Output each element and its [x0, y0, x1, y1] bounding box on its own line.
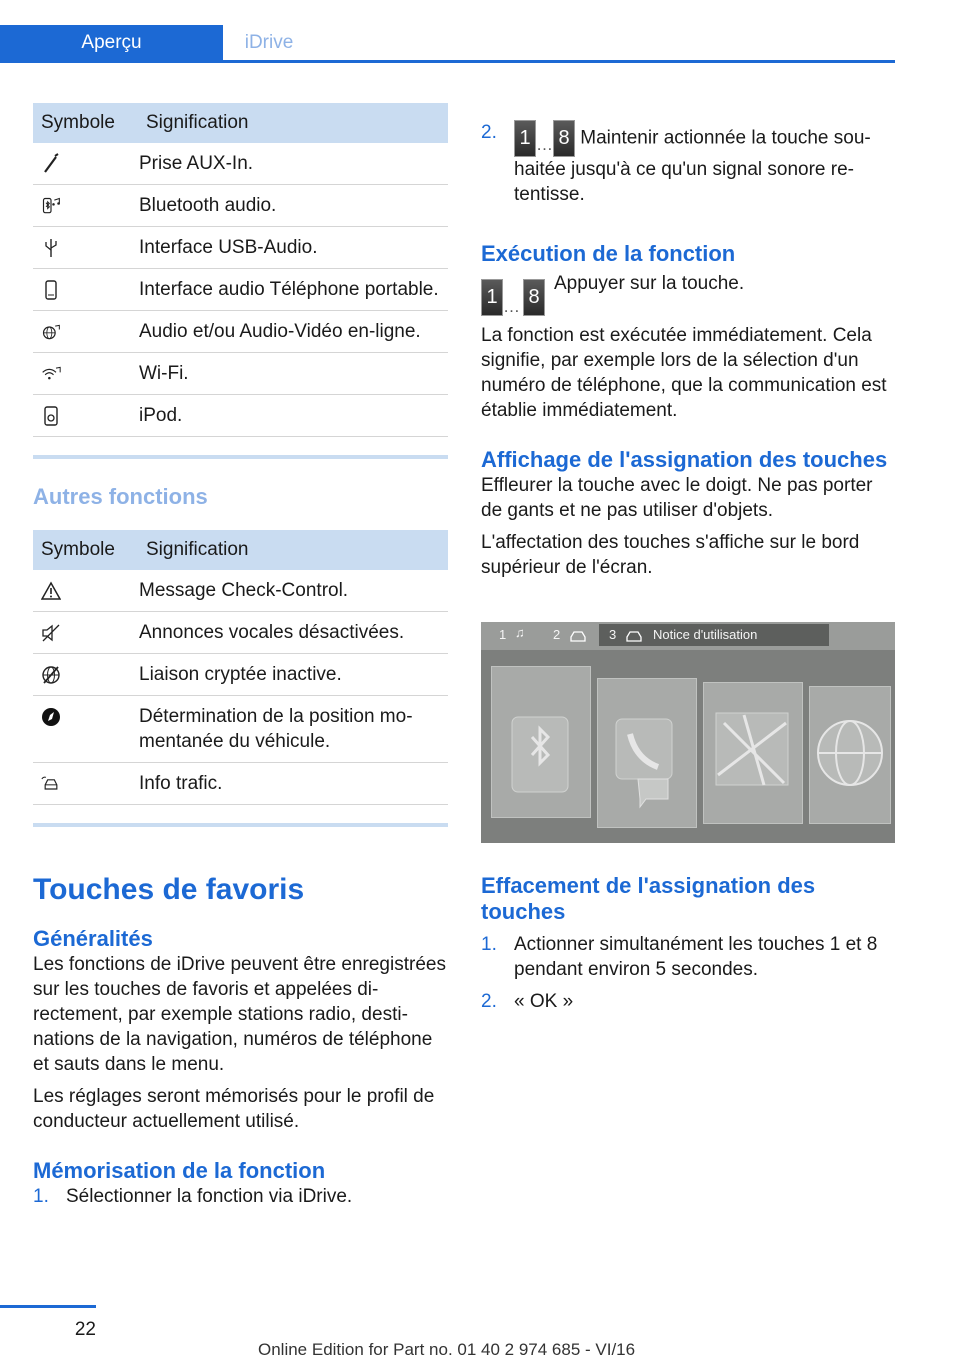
table-header [33, 103, 448, 143]
row-text: Bluetooth audio. [139, 185, 448, 227]
memorisation-steps [33, 1184, 448, 1209]
bluetooth-icon [492, 667, 588, 815]
position-compass-icon [41, 706, 61, 728]
right-column [481, 103, 895, 580]
effacement-steps [481, 932, 895, 1014]
list-item [33, 1184, 448, 1209]
column-header-meaning: Signification [139, 103, 448, 143]
list-item [481, 932, 895, 982]
music-note-icon: ♫ [515, 625, 525, 640]
traffic-info-icon [41, 773, 61, 795]
tile-bluetooth [491, 666, 591, 818]
favorite-key-1-icon: 1 [514, 120, 536, 157]
execution-line: Appuyer sur la touche. [554, 273, 745, 294]
ellipsis: … [536, 135, 553, 154]
step-text: Maintenir actionnée la touche souhaitée jusqu'à ce qu'un signal sonore retentisse. [514, 127, 871, 205]
warning-triangle-icon [41, 580, 61, 602]
car-icon [569, 629, 587, 643]
symbol-table-1 [33, 103, 448, 437]
row-text: iPod. [139, 395, 448, 437]
row-text: Message Check-Control. [139, 570, 448, 612]
table-row [33, 570, 448, 612]
encryption-inactive-icon [41, 664, 61, 686]
usb-icon [41, 237, 61, 259]
table-header [33, 530, 448, 570]
affichage-paragraph-1: Effleurer la touche avec le doigt. Ne pas porter de gants et ne pas utiliser d'objets. [481, 475, 873, 521]
row-text: Détermination de la position momentanée du véhicule. [139, 696, 448, 763]
section-title-memorisation: Mémorisation de la fonction [33, 1158, 326, 1183]
column-header-symbol: Symbole [33, 530, 139, 570]
step-number: 1. [33, 1186, 49, 1207]
list-item [481, 120, 895, 207]
table-row [33, 311, 448, 353]
step-text: Actionner simultanément les touches 1 et 8 pendant environ 5 secondes. [514, 934, 878, 980]
ellipsis: … [503, 297, 520, 316]
section-title-effacement: Effacement de l'assignation des touches [481, 873, 816, 924]
screen-key-2: 2 [553, 627, 561, 642]
execution-paragraph: La fonction est exécutée immédiatement. Cela signifie, par exemple lors de la sélection d'un numéro de téléphone, que la communication est établie immédiatement. [481, 325, 887, 421]
section-title-autres: Autres fonctions [33, 484, 208, 509]
table-row [33, 269, 448, 311]
generalites-paragraph-1: Les fonctions de iDrive peuvent être enregistrées sur les touches de favoris et appelées directement, par exemple stations radio, destinations de la navigation, numéros de téléphone et sauts dans le menu. [33, 954, 446, 1075]
favorite-key-8-icon: 8 [523, 279, 545, 316]
telephone-icon [598, 679, 694, 825]
tile-navigation [703, 682, 803, 824]
tile-online [809, 686, 891, 824]
step-number: 2. [481, 991, 497, 1012]
left-column [33, 103, 448, 1209]
section-title-generalites: Généralités [33, 926, 153, 951]
screen-key-1: 1 [499, 627, 507, 642]
globe-icon [810, 687, 888, 821]
table-row [33, 763, 448, 805]
table-row [33, 696, 448, 763]
map-icon [704, 683, 800, 821]
row-text: Prise AUX-In. [139, 143, 448, 185]
table-row [33, 654, 448, 696]
memorisation-steps-continued [481, 120, 895, 207]
bluetooth-audio-icon [41, 195, 61, 217]
phone-audio-icon [41, 279, 61, 301]
row-text: Info trafic. [139, 763, 448, 805]
table-end-bar [33, 455, 448, 459]
tile-telephone [597, 678, 697, 828]
row-text: Liaison cryptée inactive. [139, 654, 448, 696]
list-item [481, 989, 895, 1014]
header-divider [0, 60, 895, 63]
column-header-symbol: Symbole [33, 103, 139, 143]
table-end-bar [33, 823, 448, 827]
idrive-screen-illustration [481, 622, 895, 843]
table-row [33, 143, 448, 185]
row-text: Interface USB-Audio. [139, 227, 448, 269]
footer-divider [0, 1305, 96, 1308]
affichage-paragraph-2: L'affectation des touches s'affiche sur le bord supérieur de l'écran. [481, 532, 860, 578]
table-row [33, 353, 448, 395]
symbol-table-2 [33, 530, 448, 805]
step-number: 2. [481, 122, 497, 143]
aux-jack-icon [41, 153, 61, 175]
row-text: Audio et/ou Audio-Vidéo en-ligne. [139, 311, 448, 353]
chapter-title-favoris: Touches de favoris [33, 873, 305, 906]
screen-key-3: 3 [609, 627, 617, 642]
row-text: Interface audio Téléphone portable. [139, 269, 448, 311]
favorite-key-8-icon: 8 [553, 120, 575, 157]
section-title-affichage: Affichage de l'assignation des touches [481, 447, 888, 472]
generalites-paragraph-2: Les réglages seront mémorisés pour le profil de conducteur actuellement utilisé. [33, 1086, 435, 1132]
car-icon [625, 629, 643, 643]
table-row [33, 612, 448, 654]
footer-edition: Online Edition for Part no. 01 40 2 974 685 - VI/16 [258, 1340, 636, 1359]
online-audio-globe-icon [41, 321, 61, 343]
table-row [33, 395, 448, 437]
favorite-key-1-icon: 1 [481, 279, 503, 316]
wifi-icon [41, 363, 61, 385]
step-text: Sélectionner la fonction via iDrive. [66, 1186, 353, 1207]
screen-favorites-bar [481, 622, 895, 650]
row-text: Wi-Fi. [139, 353, 448, 395]
execution-key-line [481, 273, 895, 323]
table-row [33, 185, 448, 227]
step-number: 1. [481, 934, 497, 955]
section-title-execution: Exécution de la fonction [481, 241, 736, 266]
page-number: 22 [74, 1319, 96, 1340]
tab-apercu[interactable]: Aperçu [0, 25, 223, 61]
row-text: Annonces vocales désactivées. [139, 612, 448, 654]
column-header-meaning: Signification [139, 530, 448, 570]
ipod-icon [41, 405, 61, 427]
table-row [33, 227, 448, 269]
tab-idrive[interactable]: iDrive [223, 25, 315, 61]
voice-muted-icon [41, 622, 61, 644]
screen-label: Notice d'utilisation [653, 627, 758, 642]
effacement-section [481, 873, 895, 1014]
step-text: « OK » [514, 991, 574, 1012]
